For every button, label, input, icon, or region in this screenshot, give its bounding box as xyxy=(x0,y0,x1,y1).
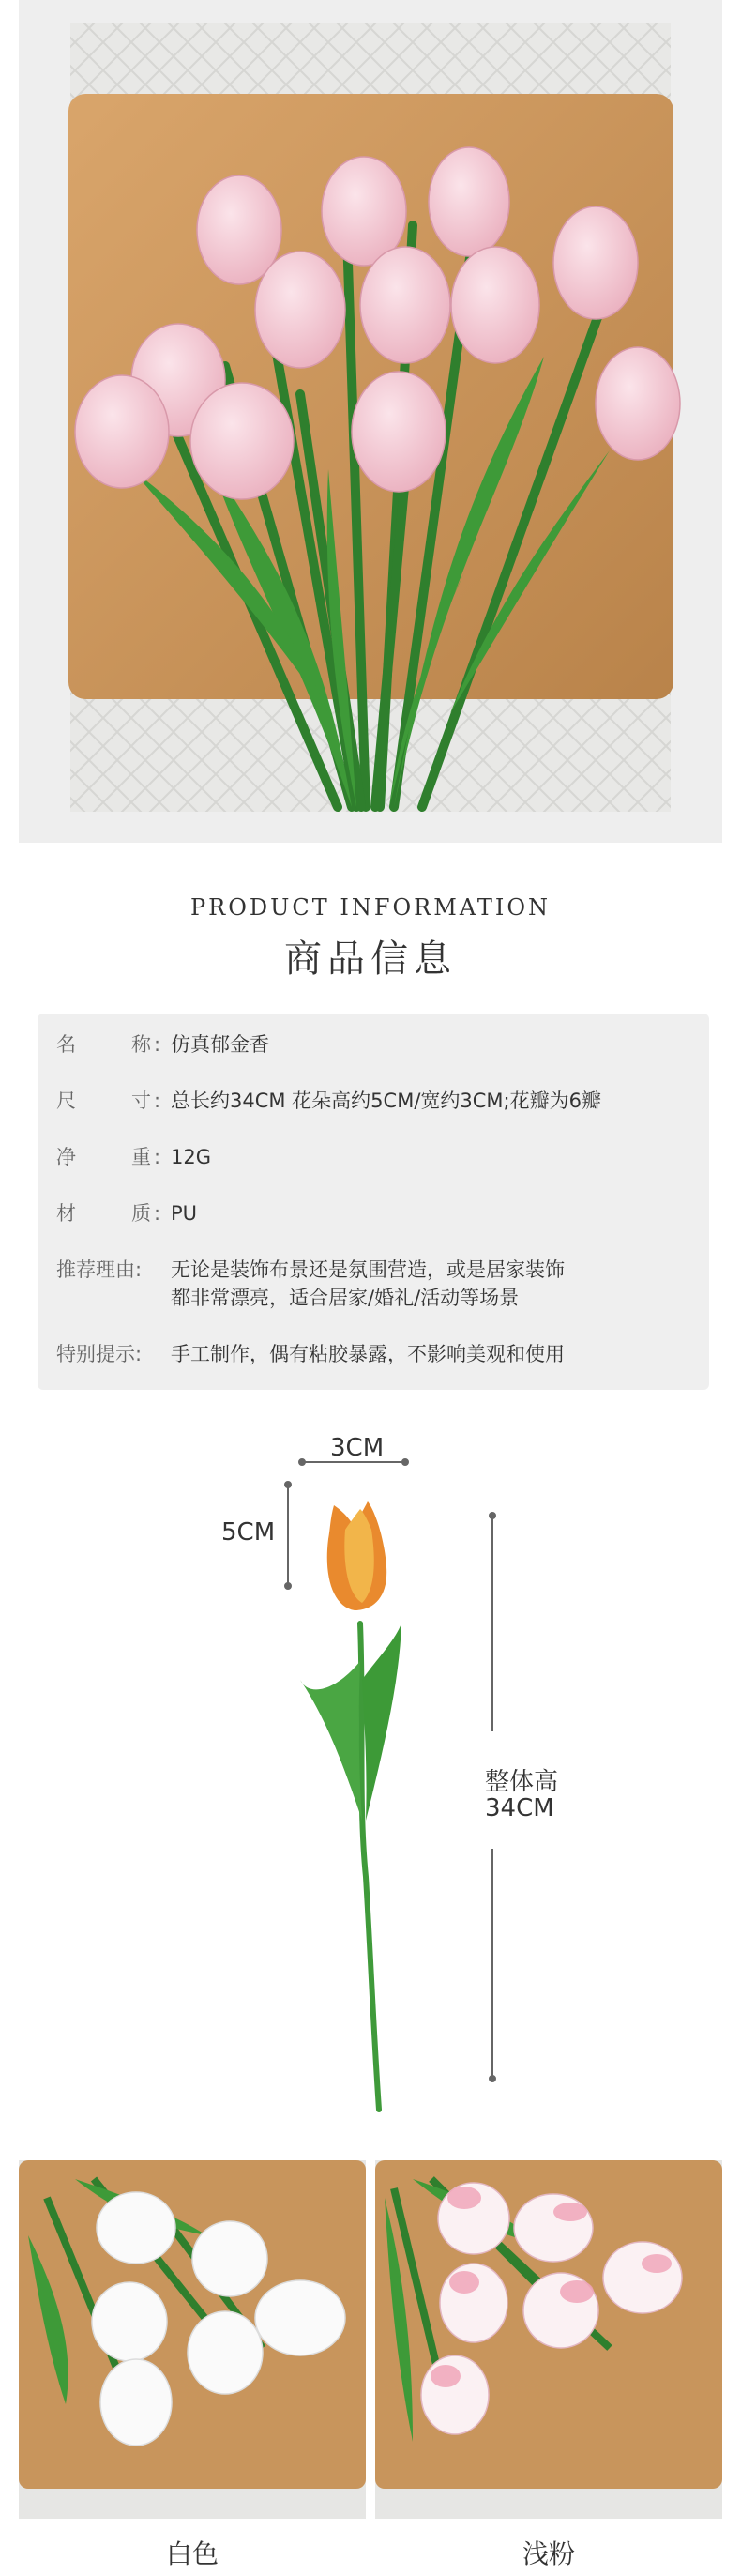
product-info-panel: 名 称 : 仿真郁金香 尺 寸 : 总长约34CM 花朵高约5CM/宽约3CM;花瓣为6瓣 净 重 : 12G 材 质 : PU 推荐理由: 无论是装饰布景还是氛围营造，或是居家装饰 都非常漂亮，适合居家/婚礼/活动等场景 特别提示: 手工制作，偶有粘胶暴露，不影响美观和使用 xyxy=(38,1014,709,1390)
variant-photo-light-pink[interactable] xyxy=(375,2160,722,2519)
hero-product-photo xyxy=(19,0,722,843)
dimension-diagram xyxy=(0,1408,741,2121)
flower-height-label: 5CM xyxy=(221,1518,276,1547)
width-label: 3CM xyxy=(330,1434,385,1462)
info-label: 推荐理由: xyxy=(56,1258,143,1281)
variant-label-white[interactable]: 白色 xyxy=(165,2538,219,2569)
heading-english: PRODUCT INFORMATION xyxy=(190,894,551,921)
total-height-value: 34CM xyxy=(485,1794,554,1822)
light-pink-tulip-icon xyxy=(375,2160,722,2519)
info-value: 手工制作，偶有粘胶暴露，不影响美观和使用 xyxy=(171,1343,565,1365)
tulip-bouquet-illustration xyxy=(19,0,722,843)
heading-chinese: 商品信息 xyxy=(284,937,457,981)
variant-photo-white[interactable] xyxy=(19,2160,366,2519)
info-value: 总长约34CM 花朵高约5CM/宽约3CM;花瓣为6瓣 xyxy=(171,1090,601,1112)
tulip-dimension-drawing xyxy=(0,1408,741,2121)
info-value: 12G xyxy=(171,1146,211,1168)
info-value: 仿真郁金香 xyxy=(171,1033,269,1056)
info-value-line1: 无论是装饰布景还是氛围营造，或是居家装饰 xyxy=(171,1258,565,1281)
info-value-line2: 都非常漂亮，适合居家/婚礼/活动等场景 xyxy=(171,1287,520,1309)
info-value: PU xyxy=(171,1202,198,1225)
variant-label-light-pink[interactable]: 浅粉 xyxy=(522,2538,575,2569)
white-tulip-icon xyxy=(19,2160,366,2519)
total-height-label: 整体高 xyxy=(485,1768,559,1796)
info-label: 特别提示: xyxy=(56,1343,143,1365)
